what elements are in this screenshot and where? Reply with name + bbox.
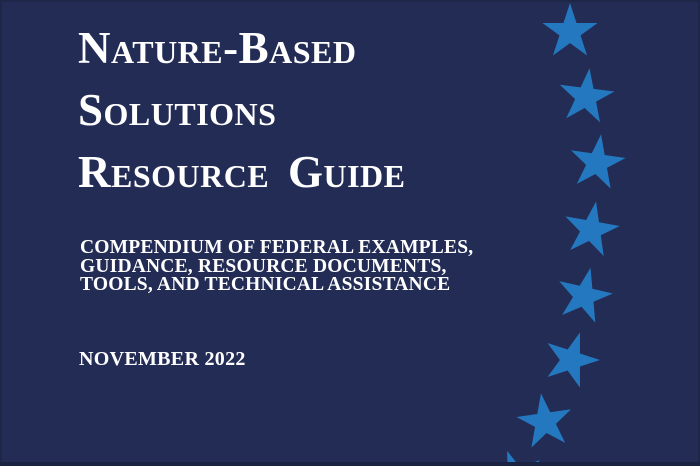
subtitle-line-3: TOOLS, AND TECHNICAL ASSISTANCE [80, 274, 451, 295]
star-icon [556, 65, 617, 124]
title-line-2: Solutions [78, 85, 277, 135]
subtitle-line-1: COMPENDIUM OF FEDERAL EXAMPLES, [80, 237, 474, 258]
star-icon [514, 389, 576, 449]
title-line-1: Nature-Based [78, 23, 357, 73]
star-icon [481, 441, 551, 466]
star-icon [542, 3, 597, 55]
publication-date: NOVEMBER 2022 [79, 348, 246, 370]
star-icon [552, 262, 618, 326]
subtitle-line-2: GUIDANCE, RESOURCE DOCUMENTS, [80, 255, 447, 277]
star-icon [538, 324, 607, 391]
subtitle [80, 239, 473, 295]
page-title [78, 17, 405, 203]
star-icon [560, 197, 623, 258]
star-icon [566, 130, 628, 190]
title-line-3: Resource Guide [78, 147, 406, 197]
